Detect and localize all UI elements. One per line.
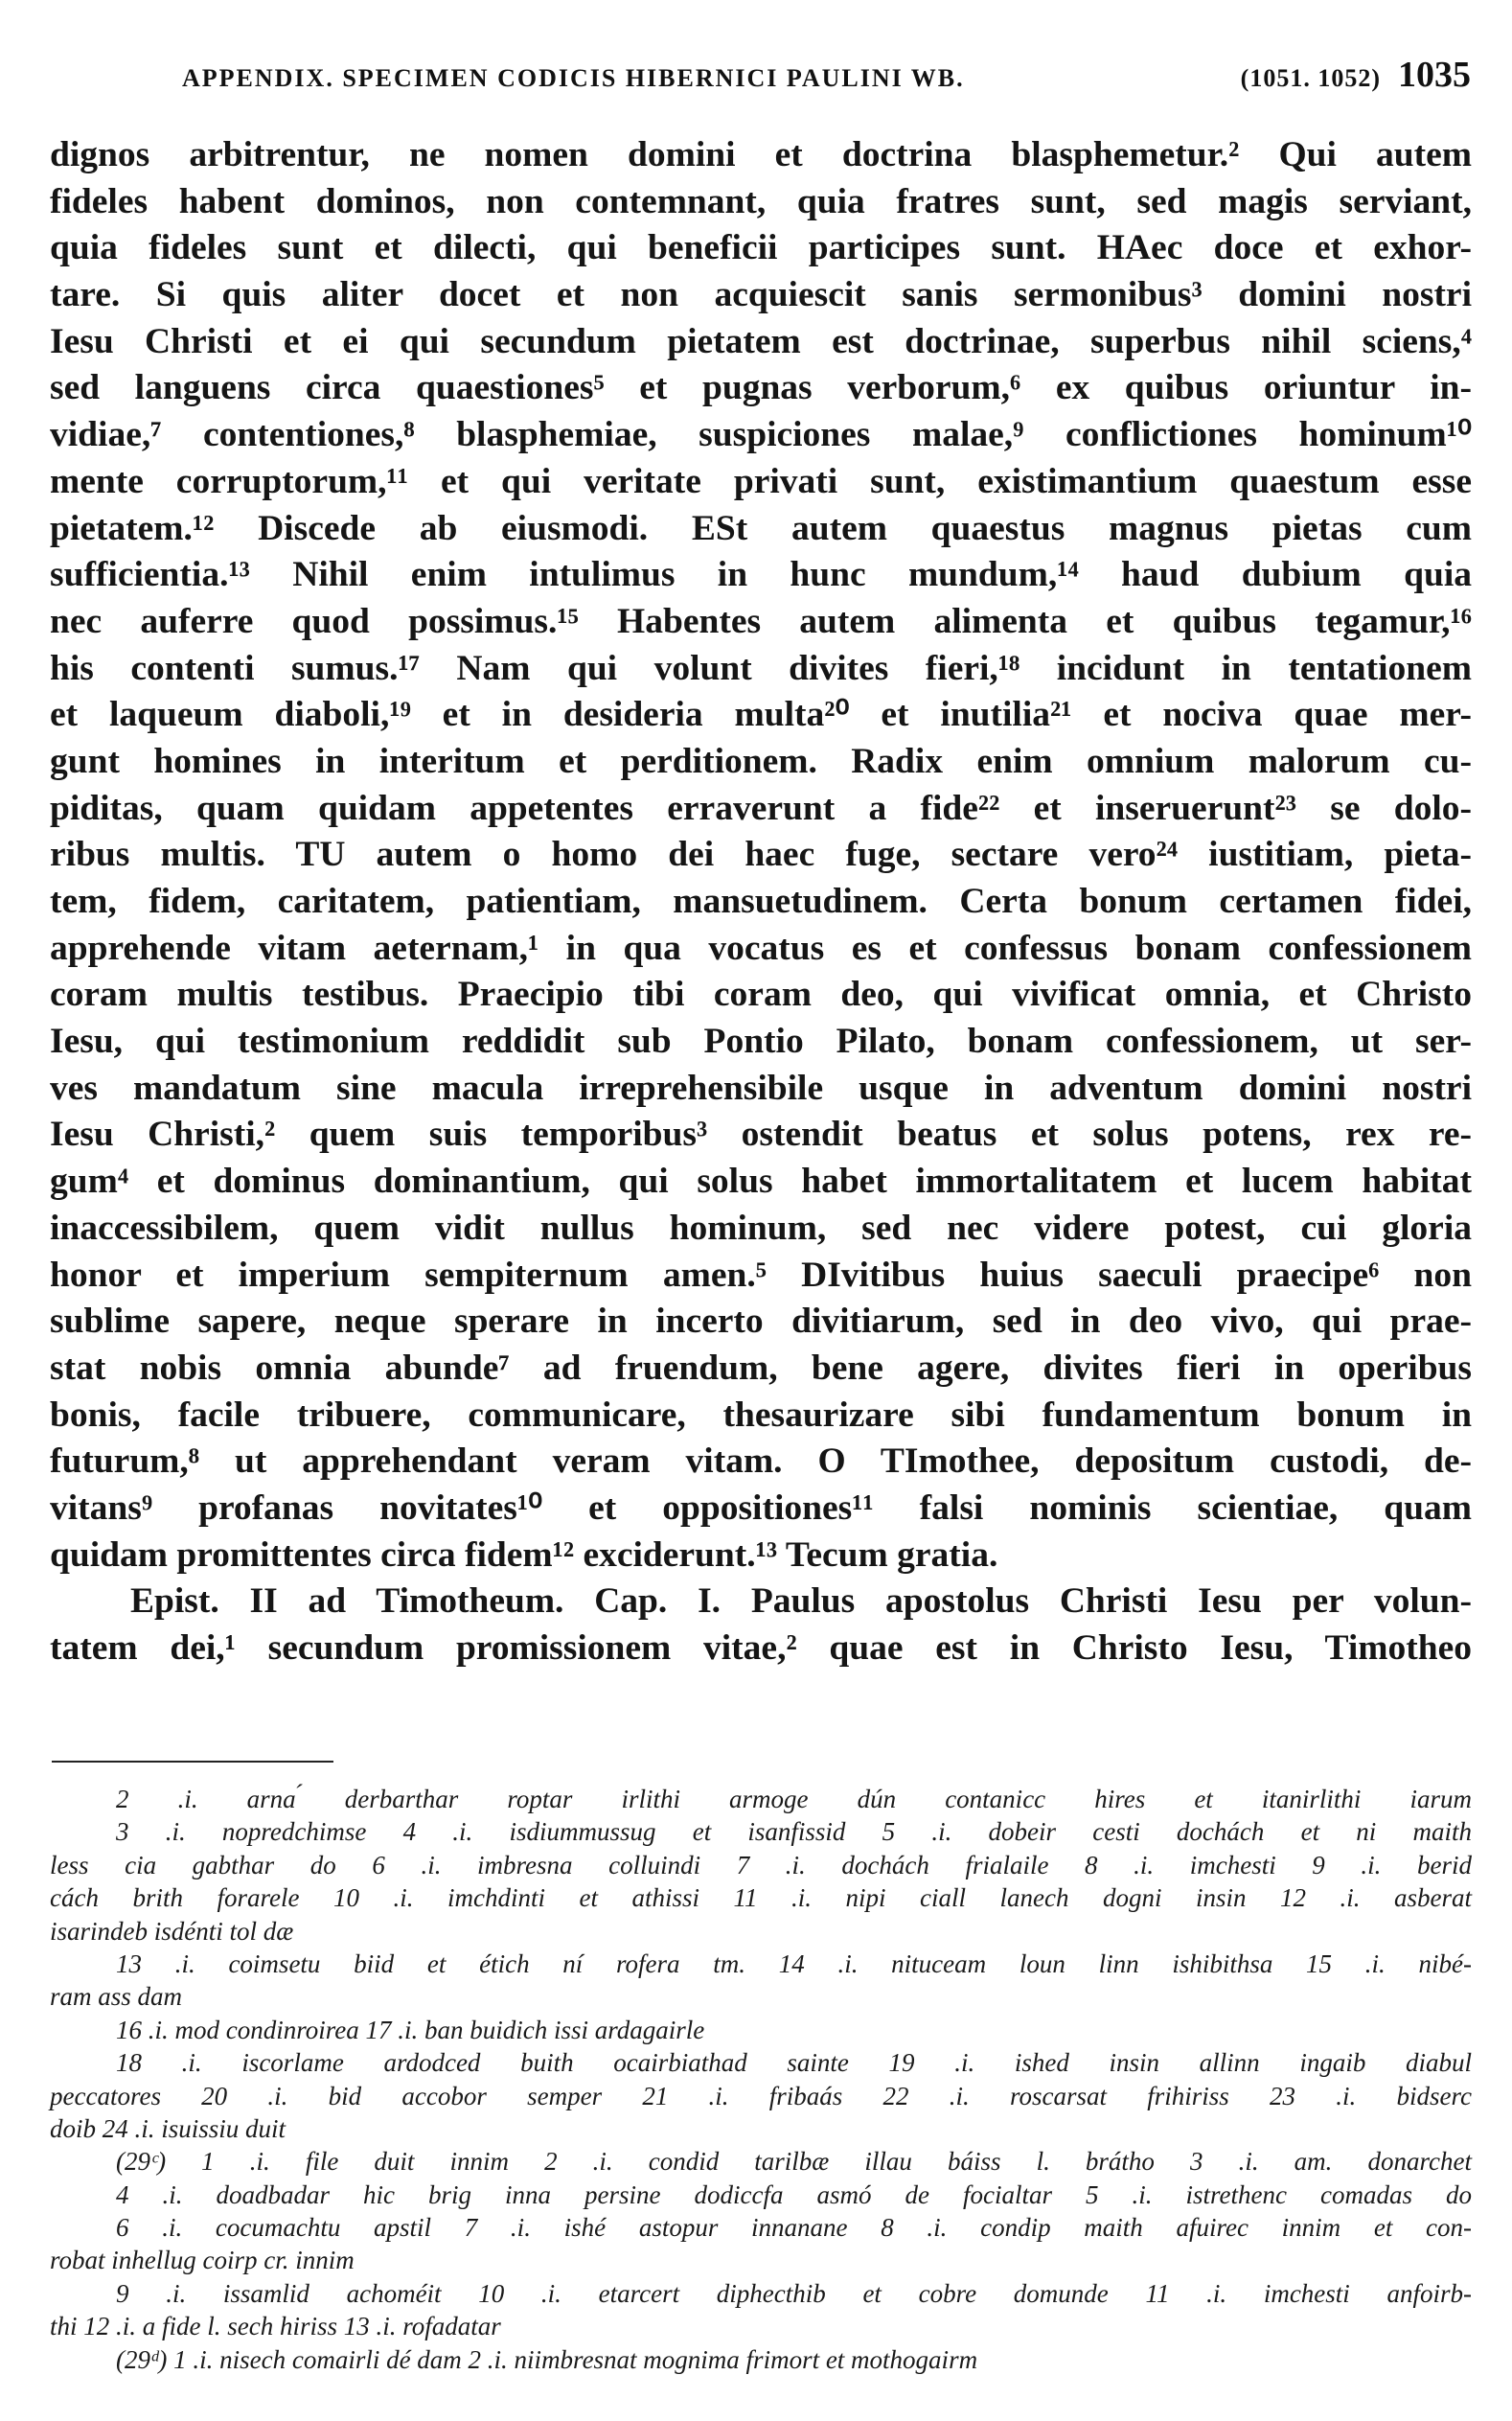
- text-line: mente corruptorum,¹¹ et qui veritate privati sunt, existimantium quaestum esse: [50, 461, 1472, 501]
- footnote-line: less cia gabthar do 6 .i. imbresna colluindi 7 .i. dochách frialaile 8 .i. imchesti 9 .i. berid: [50, 1850, 1472, 1879]
- text-line: tare. Si quis aliter docet et non acquiescit sanis sermonibus³ domini nostri: [50, 275, 1472, 315]
- text-line: ves mandatum sine macula irreprehensibile usque in adventum domini nostri: [50, 1068, 1472, 1108]
- footnote-line: 6 .i. cocumachtu apstil 7 .i. ishé astopur innanane 8 .i. condip maith afuirec innim et con-: [116, 2213, 1472, 2243]
- footnotes: [50, 1783, 1472, 2376]
- footnote-line: 13 .i. coimsetu biid et étich ní rofera tm. 14 .i. nituceam loun linn ishibithsa 15 .i. nibé-: [116, 1948, 1472, 1978]
- text-line: ribus multis. TU autem o homo dei haec fuge, sectare vero²⁴ iustitiam, pieta-: [50, 835, 1472, 875]
- text-line: nec auferre quod possimus.¹⁵ Habentes autem alimenta et quibus tegamur,¹⁶: [50, 601, 1472, 641]
- footnote-line: 9 .i. issamlid achoméit 10 .i. etarcert diphecthib et cobre domunde 11 .i. imchesti anfoirb-: [116, 2278, 1472, 2308]
- text-line: coram multis testibus. Praecipio tibi coram deo, qui vivificat omnia, et Christo: [50, 975, 1472, 1015]
- text-line: vitans⁹ profanas novitates¹⁰ et oppositiones¹¹ falsi nominis scientiae, quam: [50, 1487, 1472, 1528]
- text-line: pietatem.¹² Discede ab eiusmodi. ESt autem quaestus magnus pietas cum: [50, 508, 1472, 548]
- footnote-line: doib 24 .i. isuissiu duit: [50, 2113, 286, 2143]
- text-line: apprehende vitam aeternam,¹ in qua vocatus es et confessus bonam confessionem: [50, 928, 1472, 968]
- footnote-line: peccatores 20 .i. bid accobor semper 21 .i. fribaás 22 .i. roscarsat frihiriss 23 .i. bidserc: [50, 2081, 1472, 2110]
- text-line: tem, fidem, caritatem, patientiam, mansuetudinem. Certa bonum certamen fidei,: [50, 882, 1472, 921]
- footnote-line: cách brith forarele 10 .i. imchdinti et athissi 11 .i. nipi ciall lanech dogni insin 12 .i. asberat: [50, 1883, 1472, 1913]
- text-line: dignos arbitrentur, ne nomen domini et doctrina blasphemetur.² Qui autem: [50, 135, 1472, 174]
- text-line: fideles habent dominos, non contemnant, quia fratres sunt, sed magis serviant,: [50, 181, 1472, 221]
- footnote-line: (29ᶜ) 1 .i. file duit innim 2 .i. condid tarilbæ illau báiss l. brátho 3 .i. am. donarchet: [116, 2147, 1472, 2177]
- text-line: bonis, facile tribuere, communicare, thesaurizare sibi fundamentum bonum in: [50, 1395, 1472, 1435]
- footnote-line: 2 .i. arna ́derbarthar roptar irlithi armoge dún contanicc hires et itanirlithi iarum: [116, 1785, 1472, 1813]
- running-header: [182, 54, 1471, 111]
- text-line: stat nobis omnia abunde⁷ ad fruendum, bene agere, divites fieri in operibus: [50, 1348, 1472, 1388]
- text-line: tatem dei,¹ secundum promissionem vitae,² quae est in Christo Iesu, Timotheo: [50, 1628, 1472, 1668]
- text-line: inaccessibilem, quem vidit nullus hominum, sed nec videre potest, cui gloria: [50, 1208, 1472, 1248]
- footnote-line: robat inhellug coirp cr. innim: [50, 2246, 355, 2275]
- text-line: sed languens circa quaestiones⁵ et pugnas verborum,⁶ ex quibus oriuntur in-: [50, 368, 1472, 408]
- text-line: futurum,⁸ ut apprehendant veram vitam. O TImothee, depositum custodi, de-: [50, 1441, 1472, 1482]
- text-line: gum⁴ et dominus dominantium, qui solus habet immortalitatem et lucem habitat: [50, 1162, 1472, 1202]
- footnote-rule: [52, 1761, 333, 1763]
- text-line: et laqueum diaboli,¹⁹ et in desideria multa²⁰ et inutilia²¹ et nociva quae mer-: [50, 695, 1472, 735]
- column-numbers: (1051. 1052): [1240, 64, 1381, 92]
- footnote-line: 3 .i. nopredchimse 4 .i. isdiummussug et isanfissid 5 .i. dobeir cesti dochách et ni maith: [116, 1817, 1472, 1847]
- footnote-line: (29ᵈ) 1 .i. nisech comairli dé dam 2 .i. niimbresnat mognima frimort et mothogairm: [116, 2344, 978, 2374]
- text-line: Iesu Christi,² quem suis temporibus³ ostendit beatus et solus potens, rex re-: [50, 1115, 1472, 1155]
- text-line: quia fideles sunt et dilecti, qui beneficii participes sunt. HAec doce et exhor-: [50, 228, 1472, 268]
- header-title: APPENDIX. SPECIMEN CODICIS HIBERNICI PAULINI WB.: [182, 64, 965, 92]
- text-line: piditas, quam quidam appetentes erraverunt a fide²² et inseruerunt²³ se dolo-: [50, 788, 1472, 828]
- text-line: Iesu, qui testimonium reddidit sub Pontio Pilato, bonam confessionem, ut ser-: [50, 1022, 1472, 1062]
- footnote-line: isarindeb isdénti tol dæ: [50, 1916, 294, 1946]
- footnote-line: 4 .i. doadbadar hic brig inna persine dodiccfa asmó de focialtar 5 .i. istrethenc comadas do: [116, 2179, 1472, 2209]
- footnote-line: 18 .i. iscorlame ardodced buith ocairbiathad sainte 19 .i. ished insin allinn ingaib diabul: [116, 2048, 1472, 2078]
- text-line: gunt homines in interitum et perditionem. Radix enim omnium malorum cu-: [50, 741, 1472, 781]
- text-line: vidiae,⁷ contentiones,⁸ blasphemiae, suspiciones malae,⁹ conflictiones hominum¹⁰: [50, 415, 1472, 455]
- text-line: Epist. II ad Timotheum. Cap. I. Paulus apostolus Christi Iesu per volun-: [130, 1581, 1472, 1622]
- text-line: sufficientia.¹³ Nihil enim intulimus in hunc mundum,¹⁴ haud dubium quia: [50, 555, 1472, 595]
- page-number: 1035: [1398, 55, 1471, 95]
- footnote-line: 16 .i. mod condinroirea 17 .i. ban buidich issi ardagairle: [116, 2015, 705, 2044]
- text-line: honor et imperium sempiternum amen.⁵ DIvitibus huius saeculi praecipe⁶ non: [50, 1255, 1472, 1295]
- text-line: his contenti sumus.¹⁷ Nam qui volunt divites fieri,¹⁸ incidunt in tentationem: [50, 648, 1472, 688]
- footnote-line: ram ass dam: [50, 1982, 183, 2012]
- text-line: Iesu Christi et ei qui secundum pietatem est doctrinae, superbus nihil sciens,⁴: [50, 321, 1472, 361]
- main-text: [50, 132, 1472, 1672]
- text-line: sublime sapere, neque sperare in incerto divitiarum, sed in deo vivo, qui prae-: [50, 1302, 1472, 1342]
- footnote-line: thi 12 .i. a fide l. sech hiriss 13 .i. rofadatar: [50, 2312, 501, 2341]
- text-line: quidam promittentes circa fidem¹² exciderunt.¹³ Tecum gratia.: [50, 1534, 998, 1575]
